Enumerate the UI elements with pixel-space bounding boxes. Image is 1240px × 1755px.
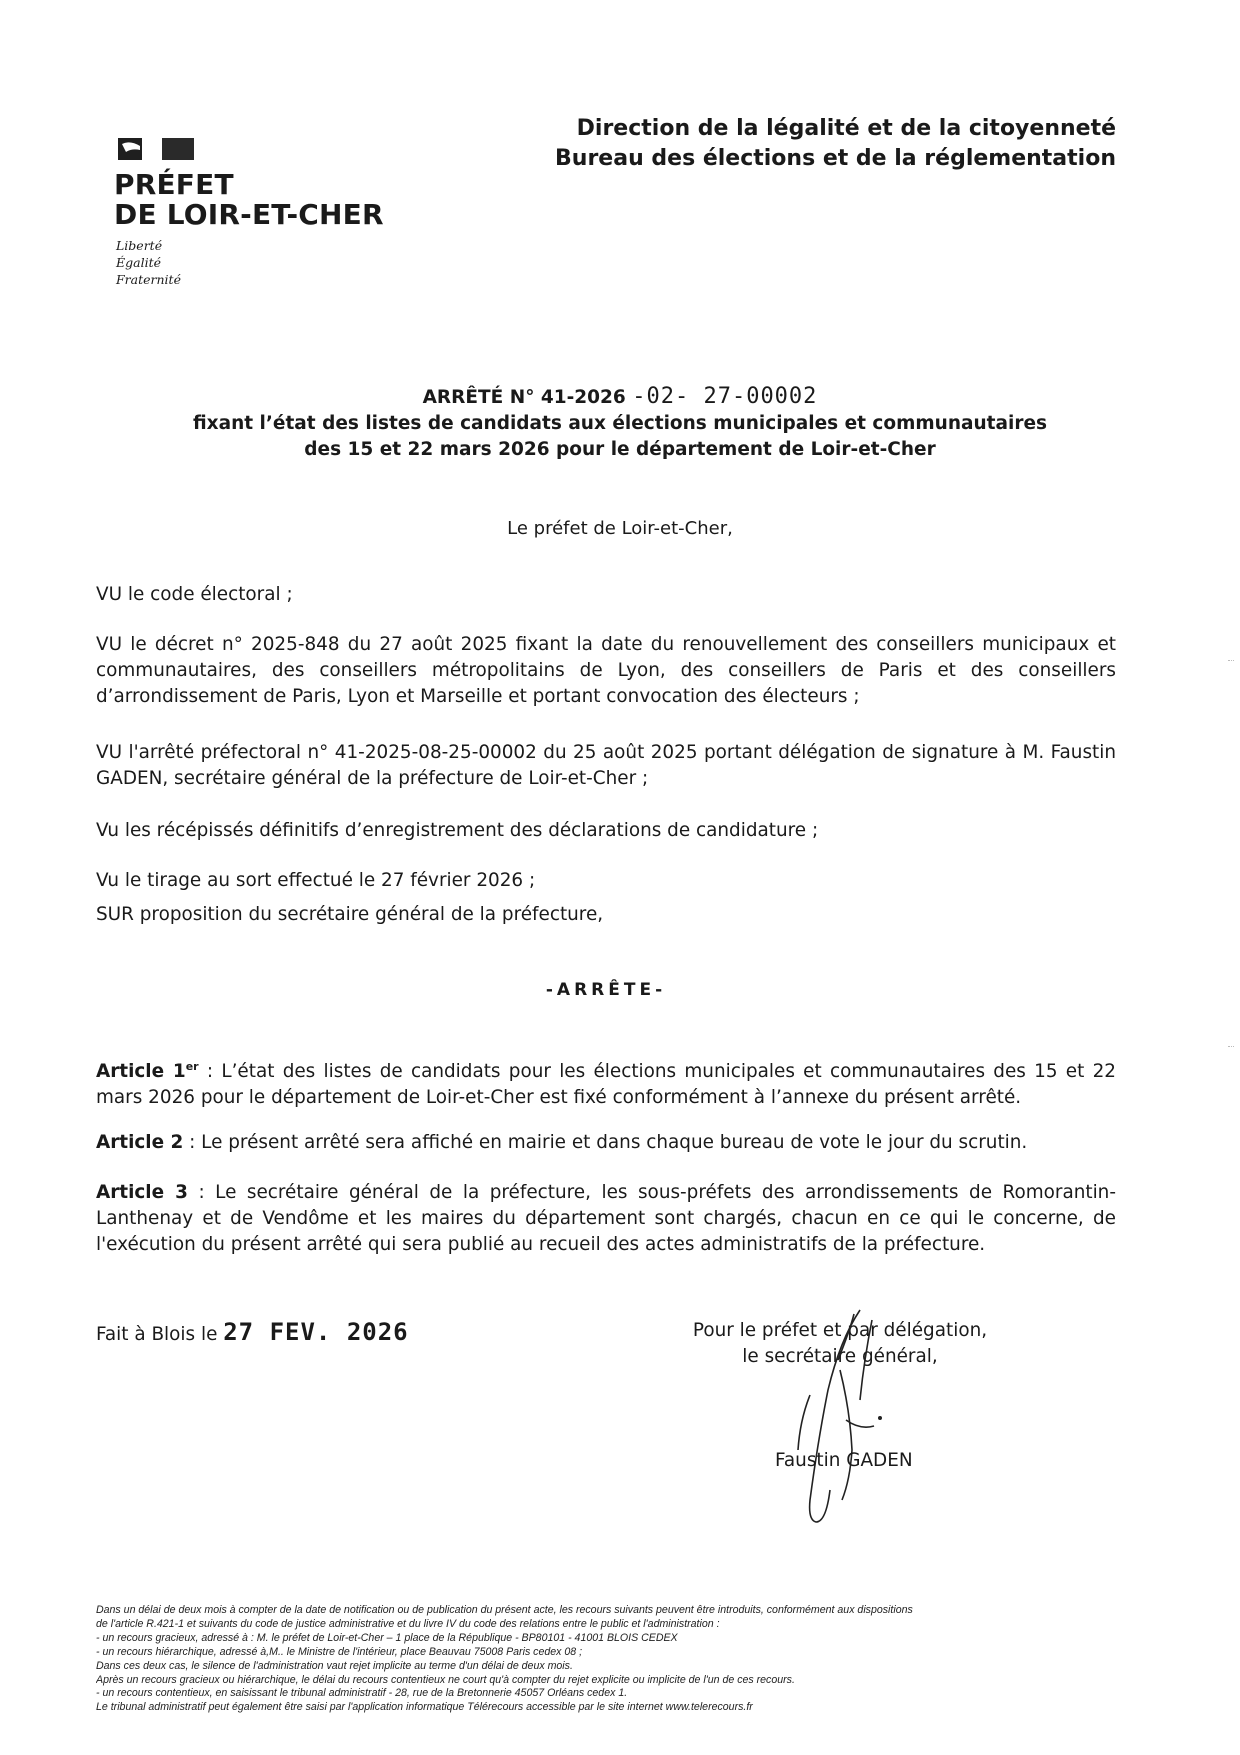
article-1-label [96,1061,199,1082]
footer-line: - un recours gracieux, adressé à : M. le préfet de Loir-et-Cher – 1 place de la République - BP80101 - 41001 BLOIS CEDEX [96,1631,678,1644]
republic-motto [116,237,181,288]
arrete-heading: -ARRÊTE- [545,980,667,1000]
footer-line: Le tribunal administratif peut également être saisi par l'application informatique Télérecours accessible par le site internet www.telerecours.fr [96,1701,753,1714]
prefet-title [114,170,384,230]
prefet-line1: PRÉFET [114,168,234,201]
visa-recepisses: Vu les récépissés définitifs d’enregistrement des déclarations de candidature ; [96,820,819,841]
footer-line: Dans ces deux cas, le silence de l'administration vaut rejet implicite au terme d'un délai de deux mois. [96,1659,573,1672]
scan-edge-mark [1228,1046,1234,1047]
motto-fraternite: Fraternité [116,272,181,287]
article-2-label: Article 2 [96,1132,184,1153]
decree-title-line2: fixant l’état des listes de candidats aux élections municipales et communautaires [192,413,1048,434]
visa-code-electoral: VU le code électoral ; [96,584,293,605]
direction-line2: Bureau des élections et de la réglementation [555,146,1116,171]
article-1-sup: er [185,1060,199,1073]
prefet-line2: DE LOIR-ET-CHER [114,198,384,231]
footer-line: Après un recours gracieux ou hiérarchique, le délai du recours contentieux ne court qu'à compter du rejet explicite ou implicite de l'un de ces recours. [96,1673,795,1686]
article-3-label: Article 3 [96,1182,188,1203]
le-prefet-line: Le préfet de Loir-et-Cher, [507,518,733,539]
fait-a-blois [96,1318,409,1346]
direction-header [555,114,1116,174]
visa-arrete-delegation: VU l'arrêté préfectoral n° 41-2025-08-25-00002 du 25 août 2025 portant délégation de signature à M. Faustin GADEN, secrétaire général de la préfecture de Loir-et-Cher ; [96,742,1116,789]
scan-edge-mark [1228,660,1234,661]
footer-line: - un recours hiérarchique, adressé à,M.. le Ministre de l'intérieur, place Beauvau 75008 Paris cedex 08 ; [96,1645,583,1658]
signatory-name: Faustin GADEN [775,1450,913,1471]
delegation-line2: le secrétaire général, [742,1346,938,1367]
visa-decret: VU le décret n° 2025-848 du 27 août 2025 fixant la date du renouvellement des conseillers municipaux et communautaires, des conseillers métropolitains de Lyon, des conseillers de Paris et des conseillers d’arrondissement de Paris, Lyon et Marseille et portant convocation des électeurs ; [96,634,1116,707]
decree-title [150,384,1090,463]
footer-line: Dans un délai de deux mois à compter de la date de notification ou de publication du présent acte, les recours suivants peuvent être introduits, conformément aux dispositions [96,1604,913,1616]
direction-line1: Direction de la légalité et de la citoyenneté [576,116,1116,141]
date-stamp: 27 FEV. 2026 [223,1318,409,1346]
visa-tirage: Vu le tirage au sort effectué le 27 février 2026 ; [96,870,536,891]
article-3 [96,1180,1116,1258]
legal-recourse-notice [96,1604,1126,1715]
article-2 [96,1130,1116,1156]
delegation-line1: Pour le préfet et par délégation, [692,1320,988,1341]
fait-a-text: Fait à Blois le [96,1324,224,1345]
handwritten-signature [780,1300,900,1530]
visa-proposition: SUR proposition du secrétaire général de la préfecture, [96,904,604,925]
motto-liberte: Liberté [116,238,163,253]
decree-title-line3: des 15 et 22 mars 2026 pour le département de Loir-et-Cher [304,439,936,460]
article-3-text: : Le secrétaire général de la préfecture, les sous-préfets des arrondissements de Romorantin-Lanthenay et de Vendôme et les maires du département sont chargés, chacun en ce qui le concerne, de l'exécution du présent arrêté qui sera publié au recueil des actes administratifs de la préfecture. [96,1182,1116,1255]
footer-line: de l'article R.421-1 et suivants du code de justice administrative et du livre IV du code des relations entre le public et l'administration : [96,1617,720,1630]
motto-egalite: Égalité [116,255,161,270]
article-2-text: : Le présent arrêté sera affiché en mairie et dans chaque bureau de vote le jour du scrutin. [183,1132,1028,1153]
decree-number [150,384,1090,411]
article-1 [96,1054,1116,1111]
article-1-label-text: Article 1 [96,1061,186,1083]
decree-number-handwritten: -02- 27-00002 [632,384,818,409]
marianne-logo [118,138,194,160]
footer-line: - un recours contentieux, en saisissant le tribunal administratif - 28, rue de la Bretonnerie 45057 Orléans cedex 1. [96,1687,628,1700]
decree-number-prefix: ARRÊTÉ N° 41-2026 [422,387,633,408]
article-1-text: : L’état des listes de candidats pour les élections municipales et communautaires des 15 et 22 mars 2026 pour le département de Loir-et-Cher est fixé conformément à l’annexe du présent arrêté. [96,1061,1116,1109]
